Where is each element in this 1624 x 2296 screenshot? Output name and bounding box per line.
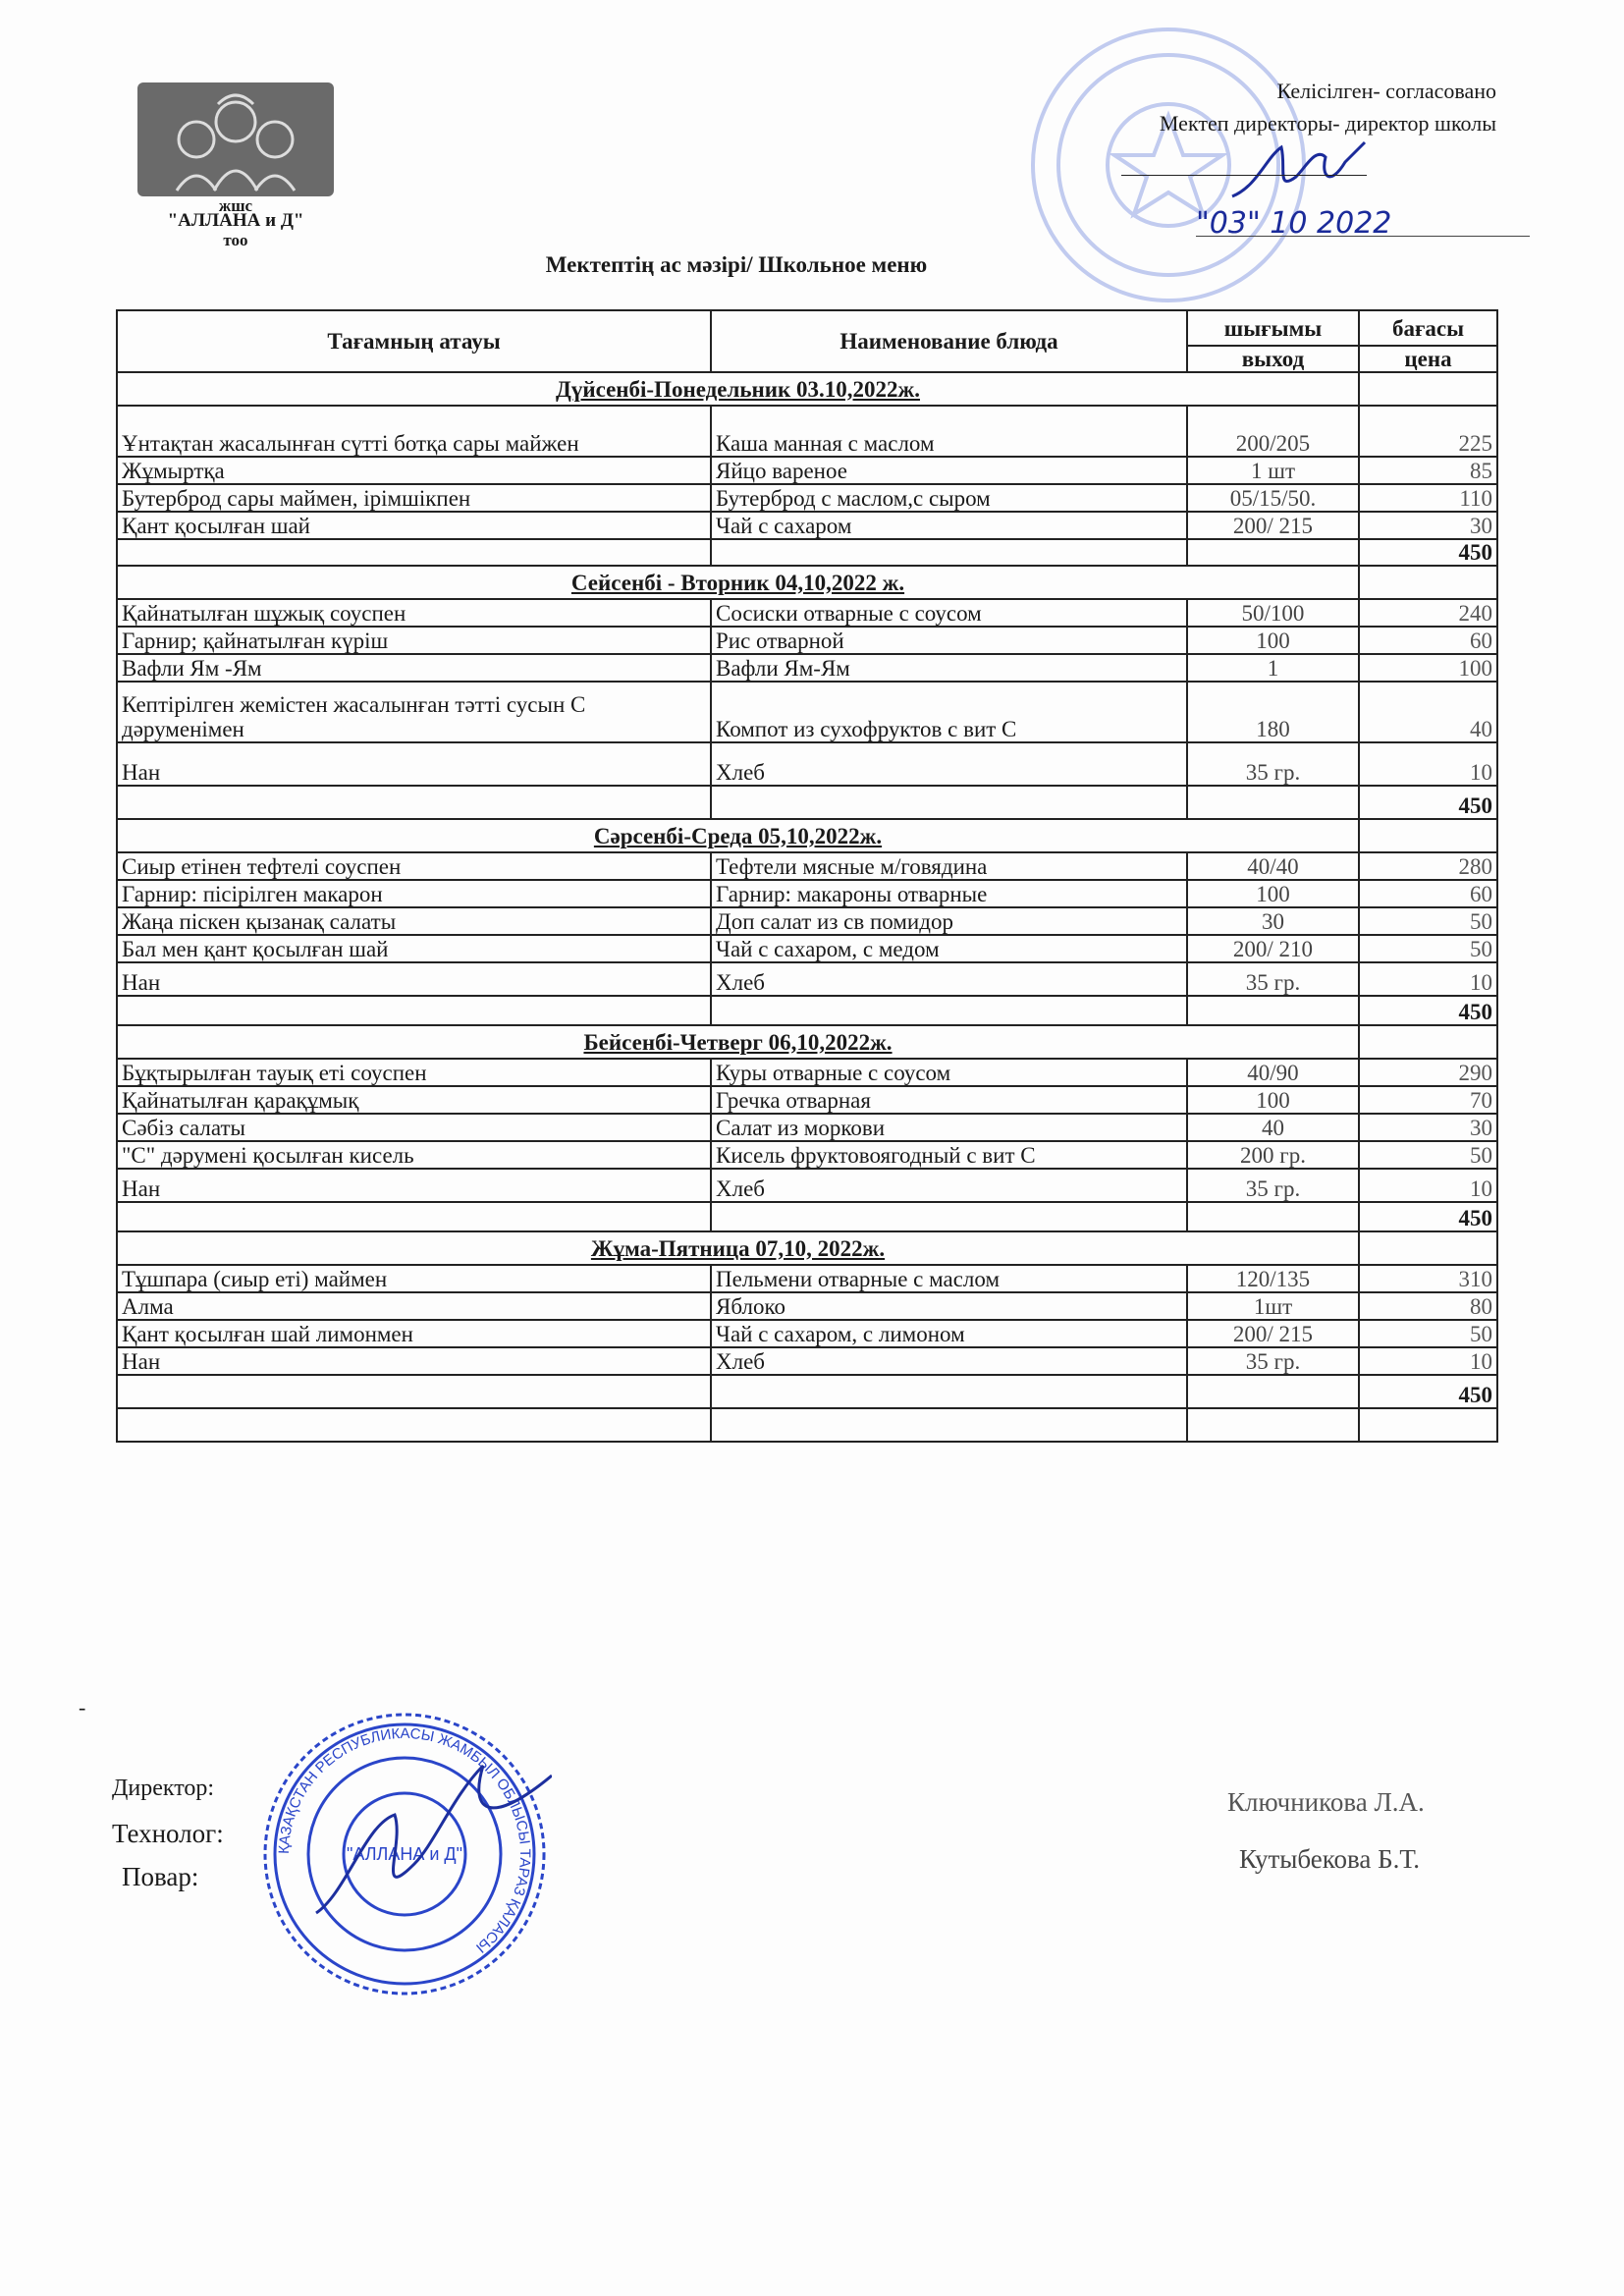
dish-name-ru: Хлеб — [711, 742, 1187, 786]
menu-item-row — [117, 935, 1497, 962]
empty-cell — [711, 1202, 1187, 1231]
menu-item-row — [117, 512, 1497, 539]
dish-price: 10 — [1359, 1347, 1497, 1375]
empty-cell — [1187, 1202, 1359, 1231]
day-header-row — [117, 566, 1497, 599]
page-title: Мектептің ас мәзірі/ Школьное меню — [545, 252, 928, 277]
dish-yield: 200/ 215 — [1187, 1320, 1359, 1347]
dish-name-kz: Гарнир: пісірілген макарон — [117, 880, 711, 907]
dish-name-kz: Қайнатылған қарақұмық — [117, 1086, 711, 1114]
header-yield-ru: выход — [1187, 346, 1359, 372]
dish-name-ru: Рис отварной — [711, 627, 1187, 654]
dish-yield: 120/135 — [1187, 1265, 1359, 1292]
dish-yield: 100 — [1187, 627, 1359, 654]
dish-yield: 30 — [1187, 907, 1359, 935]
empty-cell — [117, 1375, 711, 1408]
empty-cell — [711, 1408, 1187, 1442]
logo-company-name: "АЛЛАНА и Д" — [167, 210, 304, 231]
dish-name-kz: Сиыр етінен тефтелі соуспен — [117, 852, 711, 880]
day-total: 450 — [1359, 996, 1497, 1025]
dish-price: 50 — [1359, 1141, 1497, 1169]
day-total-row — [117, 539, 1497, 566]
dish-name-ru: Кисель фруктовоягодный с вит С — [711, 1141, 1187, 1169]
dish-name-kz: Тұшпара (сиыр еті) маймен — [117, 1265, 711, 1292]
empty-cell — [1359, 372, 1497, 406]
dish-name-ru: Чай с сахаром, с медом — [711, 935, 1187, 962]
menu-item-row — [117, 880, 1497, 907]
menu-item-row — [117, 742, 1497, 786]
day-title: Сәрсенбі-Среда 05,10,2022ж. — [117, 819, 1359, 852]
dish-name-ru: Компот из сухофруктов с вит С — [711, 682, 1187, 742]
dish-price: 10 — [1359, 962, 1497, 996]
stamp-ring-text: ҚАЗАҚСТАН РЕСПУБЛИКАСЫ ЖАМБЫЛ ОБЛЫСЫ ТАРАЗ ҚАЛАСЫ — [275, 1724, 534, 1956]
dish-yield: 200/ 215 — [1187, 512, 1359, 539]
menu-item-row — [117, 852, 1497, 880]
dish-name-kz: Гарнир; қайнатылған күріш — [117, 627, 711, 654]
approval-date: "03" 10 2022 — [1196, 206, 1392, 241]
dish-yield: 200/205 — [1187, 406, 1359, 457]
header-price-ru: цена — [1359, 346, 1497, 372]
empty-cell — [117, 539, 711, 566]
dish-price: 60 — [1359, 880, 1497, 907]
dish-name-ru: Гарнир: макароны отварные — [711, 880, 1187, 907]
day-total-row — [117, 996, 1497, 1025]
menu-item-row — [117, 1292, 1497, 1320]
dish-name-kz: Бұқтырылған тауық еті соуспен — [117, 1059, 711, 1086]
empty-cell — [1187, 539, 1359, 566]
logo-text-kz: жшс — [218, 196, 253, 215]
dish-price: 240 — [1359, 599, 1497, 627]
dish-name-kz: Кептірілген жемістен жасалынған тәтті сусын С дәруменімен — [117, 682, 711, 742]
day-total: 450 — [1359, 786, 1497, 819]
day-total: 450 — [1359, 1202, 1497, 1231]
dish-yield: 50/100 — [1187, 599, 1359, 627]
empty-cell — [1187, 786, 1359, 819]
dish-name-ru: Доп салат из св помидор — [711, 907, 1187, 935]
menu-item-row — [117, 406, 1497, 457]
header-name-kz: Тағамның атауы — [117, 310, 711, 372]
menu-item-row — [117, 1059, 1497, 1086]
dish-name-kz: Қант қосылған шай лимонмен — [117, 1320, 711, 1347]
empty-cell — [1359, 1231, 1497, 1265]
dish-name-ru: Сосиски отварные с соусом — [711, 599, 1187, 627]
menu-item-row — [117, 907, 1497, 935]
menu-item-row — [117, 1265, 1497, 1292]
empty-cell — [117, 1408, 711, 1442]
dish-name-ru: Салат из моркови — [711, 1114, 1187, 1141]
dish-yield: 35 гр. — [1187, 1347, 1359, 1375]
dish-yield: 35 гр. — [1187, 742, 1359, 786]
header-yield-kz: шығымы — [1187, 310, 1359, 346]
dish-name-kz: Қант қосылған шай — [117, 512, 711, 539]
dish-name-ru: Пельмени отварные с маслом — [711, 1265, 1187, 1292]
children-chef-icon — [137, 82, 334, 196]
dish-name-ru: Гречка отварная — [711, 1086, 1187, 1114]
dish-name-kz: Нан — [117, 742, 711, 786]
dash-mark: - — [79, 1695, 86, 1720]
day-title: Жұма-Пятница 07,10, 2022ж. — [117, 1231, 1359, 1265]
company-logo — [137, 82, 334, 196]
dish-name-kz: Қайнатылған шұжық соуспен — [117, 599, 711, 627]
dish-yield: 1шт — [1187, 1292, 1359, 1320]
dish-name-kz: Жұмыртқа — [117, 457, 711, 484]
dish-price: 10 — [1359, 1169, 1497, 1202]
dish-name-kz: Бутерброд сары маймен, ірімшікпен — [117, 484, 711, 512]
dish-name-ru: Яйцо вареное — [711, 457, 1187, 484]
empty-cell — [1359, 566, 1497, 599]
cook-label: Повар: — [122, 1862, 199, 1891]
dish-name-ru: Чай с сахаром — [711, 512, 1187, 539]
dish-yield: 40/40 — [1187, 852, 1359, 880]
director-label: Директор: — [112, 1776, 215, 1801]
empty-cell — [1359, 1025, 1497, 1059]
dish-price: 30 — [1359, 1114, 1497, 1141]
technologist-name: Кутыбекова Б.Т. — [1239, 1844, 1420, 1874]
menu-table — [116, 309, 1498, 1443]
dish-price: 50 — [1359, 1320, 1497, 1347]
day-title: Сейсенбі - Вторник 04,10,2022 ж. — [117, 566, 1359, 599]
dish-name-ru: Яблоко — [711, 1292, 1187, 1320]
date-line — [1196, 236, 1530, 237]
empty-cell — [711, 1375, 1187, 1408]
dish-yield: 200/ 210 — [1187, 935, 1359, 962]
menu-item-row — [117, 1141, 1497, 1169]
dish-name-kz: Нан — [117, 962, 711, 996]
empty-cell — [711, 996, 1187, 1025]
day-header-row — [117, 1231, 1497, 1265]
dish-name-ru: Тефтели мясные м/говядина — [711, 852, 1187, 880]
day-total-row — [117, 1202, 1497, 1231]
dish-price: 280 — [1359, 852, 1497, 880]
menu-item-row — [117, 1086, 1497, 1114]
dish-yield: 40 — [1187, 1114, 1359, 1141]
dish-price: 310 — [1359, 1265, 1497, 1292]
dish-yield: 40/90 — [1187, 1059, 1359, 1086]
empty-cell — [1359, 819, 1497, 852]
dish-yield: 05/15/50. — [1187, 484, 1359, 512]
dish-price: 30 — [1359, 512, 1497, 539]
empty-cell — [117, 1202, 711, 1231]
director-signature — [1227, 137, 1375, 206]
dish-price: 10 — [1359, 742, 1497, 786]
stamp-center-text: "АЛЛАНА и Д" — [346, 1844, 463, 1864]
dish-name-ru: Хлеб — [711, 962, 1187, 996]
dish-price: 50 — [1359, 907, 1497, 935]
dish-name-kz: Алма — [117, 1292, 711, 1320]
dish-name-ru: Бутерброд с маслом,с сыром — [711, 484, 1187, 512]
dish-name-ru: Хлеб — [711, 1347, 1187, 1375]
day-title: Бейсенбі-Четверг 06,10,2022ж. — [117, 1025, 1359, 1059]
day-header-row — [117, 1025, 1497, 1059]
dish-price: 60 — [1359, 627, 1497, 654]
header-name-ru: Наименование блюда — [711, 310, 1187, 372]
menu-item-row — [117, 1114, 1497, 1141]
dish-price: 110 — [1359, 484, 1497, 512]
dish-price: 80 — [1359, 1292, 1497, 1320]
day-title: Дүйсенбі-Понедельник 03.10,2022ж. — [117, 372, 1359, 406]
dish-price: 70 — [1359, 1086, 1497, 1114]
dish-price: 40 — [1359, 682, 1497, 742]
menu-item-row — [117, 457, 1497, 484]
dish-name-kz: Вафли Ям -Ям — [117, 654, 711, 682]
dish-name-kz: Нан — [117, 1347, 711, 1375]
dish-name-ru: Чай с сахаром, с лимоном — [711, 1320, 1187, 1347]
empty-cell — [1187, 1408, 1359, 1442]
empty-cell — [117, 786, 711, 819]
approval-agreed: Келісілген- согласовано — [1276, 79, 1496, 103]
menu-item-row — [117, 627, 1497, 654]
dish-price: 85 — [1359, 457, 1497, 484]
empty-cell — [1187, 1375, 1359, 1408]
menu-item-row — [117, 962, 1497, 996]
dish-name-kz: Нан — [117, 1169, 711, 1202]
day-header-row — [117, 372, 1497, 406]
menu-item-row — [117, 654, 1497, 682]
header-price-kz: бағасы — [1359, 310, 1497, 346]
menu-item-row — [117, 599, 1497, 627]
menu-item-row — [117, 484, 1497, 512]
dish-name-kz: Сәбіз салаты — [117, 1114, 711, 1141]
approval-director-title: Мектеп директоры- директор школы — [1159, 111, 1496, 136]
menu-item-row — [117, 1169, 1497, 1202]
menu-item-row — [117, 682, 1497, 742]
dish-name-ru: Хлеб — [711, 1169, 1187, 1202]
empty-cell — [711, 786, 1187, 819]
director-name: Ключникова Л.А. — [1227, 1787, 1425, 1817]
dish-price: 50 — [1359, 935, 1497, 962]
empty-cell — [711, 539, 1187, 566]
day-total-row — [117, 1375, 1497, 1408]
technologist-label: Технолог: — [112, 1819, 224, 1848]
dish-name-ru: Каша манная с маслом — [711, 406, 1187, 457]
dish-name-ru: Вафли Ям-Ям — [711, 654, 1187, 682]
dish-name-ru: Куры отварные с соусом — [711, 1059, 1187, 1086]
dish-name-kz: Ұнтақтан жасалынған сүтті ботқа сары майжен — [117, 406, 711, 457]
dish-price: 225 — [1359, 406, 1497, 457]
dish-yield: 100 — [1187, 880, 1359, 907]
signature-line — [1121, 175, 1367, 176]
table-header-row — [117, 310, 1497, 346]
dish-price: 290 — [1359, 1059, 1497, 1086]
day-total: 450 — [1359, 1375, 1497, 1408]
empty-row — [117, 1408, 1497, 1442]
dish-name-kz: Бал мен қант қосылған шай — [117, 935, 711, 962]
company-stamp — [257, 1707, 552, 2001]
dish-yield: 1 — [1187, 654, 1359, 682]
dish-name-kz: Жаңа піскен қызанақ салаты — [117, 907, 711, 935]
dish-yield: 100 — [1187, 1086, 1359, 1114]
dish-yield: 35 гр. — [1187, 1169, 1359, 1202]
dish-yield: 1 шт — [1187, 457, 1359, 484]
empty-cell — [117, 996, 711, 1025]
dish-price: 100 — [1359, 654, 1497, 682]
menu-item-row — [117, 1320, 1497, 1347]
day-total-row — [117, 786, 1497, 819]
day-header-row — [117, 819, 1497, 852]
empty-cell — [1187, 996, 1359, 1025]
dish-yield: 35 гр. — [1187, 962, 1359, 996]
logo-text-ru: тоо — [223, 231, 248, 249]
dish-yield: 200 гр. — [1187, 1141, 1359, 1169]
empty-cell — [1359, 1408, 1497, 1442]
dish-yield: 180 — [1187, 682, 1359, 742]
dish-name-kz: "С" дәрумені қосылған кисель — [117, 1141, 711, 1169]
menu-item-row — [117, 1347, 1497, 1375]
day-total: 450 — [1359, 539, 1497, 566]
